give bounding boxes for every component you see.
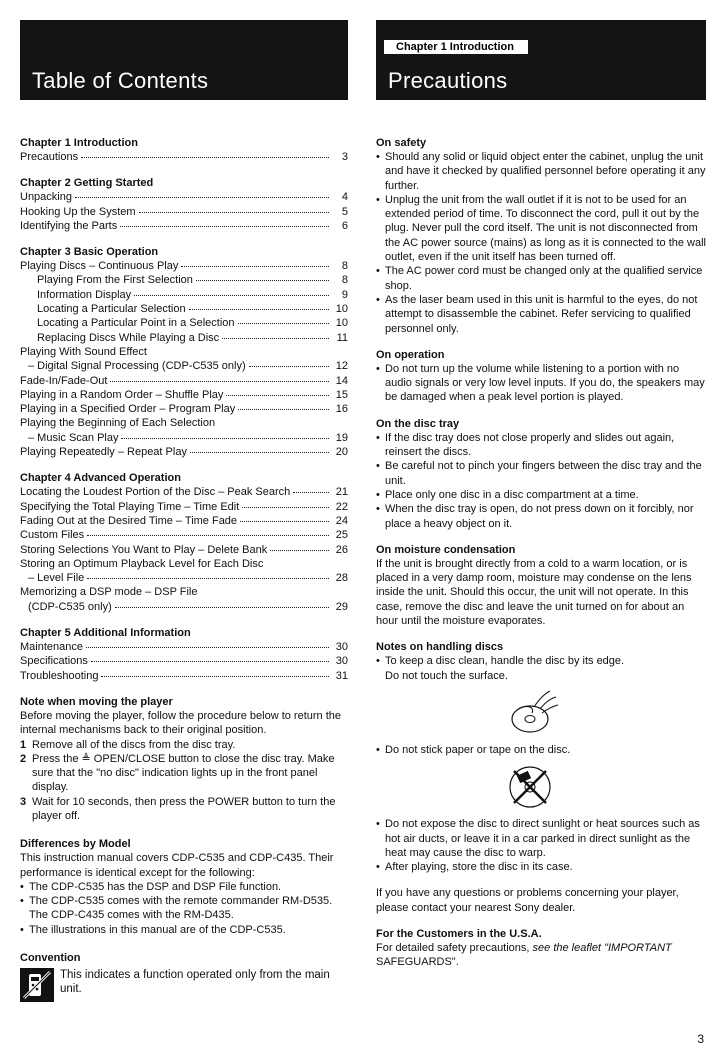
toc-entry-page: 24 bbox=[335, 514, 348, 527]
moving-note-heading: Note when moving the player bbox=[20, 695, 173, 708]
toc-chapter-heading: Chapter 5 Additional Information bbox=[20, 627, 191, 640]
toc-entry-label: Precautions bbox=[20, 151, 79, 163]
handling-bullet: • After playing, store the disc in its case. bbox=[376, 860, 706, 874]
toc-entry-label: Locating a Particular Point in a Selection bbox=[37, 317, 235, 330]
toc-entry bbox=[20, 150, 348, 164]
convention-text: This indicates a function operated only from the main unit. bbox=[60, 969, 330, 996]
toc-leader bbox=[121, 437, 329, 439]
differences-list bbox=[20, 880, 348, 937]
precaution-bullet: • Should any solid or liquid object enter the cabinet, unplug the unit and have it checked by qualified personnel before operating it any further. bbox=[376, 150, 706, 193]
precaution-heading: On moisture condensation bbox=[376, 543, 516, 556]
toc-entry bbox=[20, 669, 348, 683]
toc-entry-page: 26 bbox=[335, 543, 348, 556]
chapter-tag: Chapter 1 Introduction bbox=[384, 40, 528, 54]
handling-bullet-tape: • Do not stick paper or tape on the disc. bbox=[376, 743, 706, 757]
toc-entry-page: 10 bbox=[335, 303, 348, 316]
toc-leader bbox=[181, 265, 329, 267]
toc-entry bbox=[20, 302, 348, 316]
toc-banner bbox=[20, 20, 348, 100]
page-number: 3 bbox=[697, 1032, 704, 1046]
toc-entry-page: 25 bbox=[335, 529, 348, 542]
toc-entry bbox=[20, 445, 348, 459]
toc-entry bbox=[20, 331, 348, 345]
toc-leader bbox=[238, 408, 329, 410]
toc-entry bbox=[20, 374, 348, 388]
toc-chapter-heading: Chapter 2 Getting Started bbox=[20, 177, 154, 190]
toc-leader bbox=[240, 520, 329, 522]
toc-entry-label: Memorizing a DSP mode – DSP File bbox=[20, 586, 198, 599]
toc-entry-label: Playing With Sound Effect bbox=[20, 345, 147, 358]
toc-entry-label: Specifications bbox=[20, 655, 88, 668]
toc-entry-label: Playing the Beginning of Each Selection bbox=[20, 417, 216, 430]
toc-chapter-group bbox=[20, 245, 348, 459]
toc-leader bbox=[242, 506, 329, 508]
toc-entry bbox=[20, 600, 348, 614]
precaution-section bbox=[376, 348, 706, 405]
toc-entry bbox=[20, 500, 348, 514]
differences-bullet: • The CDP-C535 comes with the remote commander RM-D535. The CDP-C435 comes with the RM-D435. bbox=[20, 894, 348, 923]
toc-leader bbox=[293, 491, 329, 493]
differences-bullet: • The illustrations in this manual are of the CDP-C535. bbox=[20, 923, 348, 937]
toc-entry bbox=[20, 359, 348, 373]
toc-entry-page: 19 bbox=[335, 431, 348, 444]
toc-entry-label: Fade-In/Fade-Out bbox=[20, 374, 108, 387]
moving-steps bbox=[20, 738, 348, 824]
toc-entry-page: 29 bbox=[335, 600, 348, 613]
toc-entry bbox=[20, 585, 348, 599]
precaution-bullet: • As the laser beam used in this unit is harmful to the eyes, do not attempt to disassemble the cabinet. Refer servicing to qualified personnel only. bbox=[376, 293, 706, 336]
usa-heading: For the Customers in the U.S.A. bbox=[376, 927, 542, 940]
toc-entry bbox=[20, 190, 348, 204]
precaution-bullet: • Be careful not to pinch your fingers between the disc tray and the unit. bbox=[376, 459, 706, 488]
toc-entry-label: Troubleshooting bbox=[20, 669, 99, 682]
toc-leader bbox=[190, 451, 329, 453]
toc-entry-label: Custom Files bbox=[20, 529, 85, 542]
toc-entry-page: 30 bbox=[335, 655, 348, 668]
toc-entry-page: 3 bbox=[341, 151, 348, 163]
toc-entry-label: Storing an Optimum Playback Level for Each Disc bbox=[20, 557, 264, 570]
toc-entry-label: Identifying the Parts bbox=[20, 219, 118, 232]
toc-entry-label: Maintenance bbox=[20, 641, 83, 654]
table-of-contents bbox=[20, 136, 348, 683]
moving-step: 2 Press the ≜ OPEN/CLOSE button to close the disc tray. Make sure that the "no disc" indication lights up in the front panel display. bbox=[20, 752, 335, 794]
toc-entry-page: 6 bbox=[341, 219, 348, 232]
toc-entry bbox=[20, 431, 348, 445]
toc-entry-label: Playing From the First Selection bbox=[37, 274, 193, 287]
differences-section bbox=[20, 837, 348, 937]
precaution-bullet: • Place only one disc in a disc compartment at a time. bbox=[376, 488, 706, 502]
differences-heading: Differences by Model bbox=[20, 838, 131, 851]
toc-entry-page: 15 bbox=[335, 388, 348, 401]
toc-entry-label: – Level File bbox=[28, 572, 85, 585]
toc-entry-label: Locating the Loudest Portion of the Disc – Peak Search bbox=[20, 486, 291, 499]
precaution-section bbox=[376, 136, 706, 336]
no-tape-disc-icon bbox=[504, 761, 560, 811]
toc-entry bbox=[20, 557, 348, 571]
toc-leader bbox=[110, 380, 329, 382]
toc-entry bbox=[20, 219, 348, 233]
toc-leader bbox=[249, 365, 329, 367]
toc-entry bbox=[20, 288, 348, 302]
toc-chapter-group bbox=[20, 176, 348, 233]
toc-entry-label: – Music Scan Play bbox=[28, 431, 119, 444]
toc-entry-page: 14 bbox=[335, 374, 348, 387]
toc-leader bbox=[189, 308, 329, 310]
precaution-sections bbox=[376, 136, 706, 628]
toc-leader bbox=[222, 337, 329, 339]
toc-entry-page: 21 bbox=[335, 486, 348, 499]
toc-leader bbox=[81, 156, 329, 158]
precaution-heading: On operation bbox=[376, 348, 445, 361]
toc-entry-page: 8 bbox=[341, 274, 348, 287]
toc-entry-page: 4 bbox=[341, 191, 348, 204]
toc-entry-label: – Digital Signal Processing (CDP-C535 only) bbox=[28, 360, 246, 373]
toc-entry-page: 9 bbox=[341, 288, 348, 301]
toc-entry-page: 16 bbox=[335, 403, 348, 416]
toc-entry-page: 22 bbox=[335, 500, 348, 513]
usa-text: For detailed safety precautions, see the leaflet "IMPORTANT SAFEGUARDS". bbox=[376, 941, 672, 969]
toc-entry-label: Replacing Discs While Playing a Disc bbox=[37, 331, 220, 344]
differences-intro: This instruction manual covers CDP-C535 and CDP-C435. Their performance is identical except for the following: bbox=[20, 852, 334, 879]
toc-title: Table of Contents bbox=[32, 68, 209, 93]
convention-section bbox=[20, 951, 348, 1002]
precaution-section bbox=[376, 417, 706, 531]
toc-entry bbox=[20, 273, 348, 287]
toc-entry bbox=[20, 205, 348, 219]
toc-chapter-heading: Chapter 1 Introduction bbox=[20, 137, 138, 149]
toc-leader bbox=[91, 660, 329, 662]
toc-entry-label: Locating a Particular Selection bbox=[37, 303, 186, 316]
toc-chapter-heading: Chapter 3 Basic Operation bbox=[20, 246, 159, 259]
moving-note-intro: Before moving the player, follow the procedure below to return the internal mechanisms back to their original position. bbox=[20, 709, 342, 737]
handling-heading: Notes on handling discs bbox=[376, 641, 504, 654]
toc-leader bbox=[134, 294, 329, 296]
toc-entry-label: Information Display bbox=[37, 288, 132, 301]
toc-entry-label: (CDP-C535 only) bbox=[28, 600, 112, 613]
main-unit-only-icon bbox=[20, 968, 54, 1002]
convention-heading: Convention bbox=[20, 952, 81, 965]
precaution-heading: On safety bbox=[376, 137, 427, 149]
toc-leader bbox=[139, 211, 329, 213]
moving-note bbox=[20, 695, 348, 823]
toc-entry-page: 30 bbox=[335, 641, 348, 654]
toc-entry bbox=[20, 388, 348, 402]
toc-leader bbox=[75, 196, 329, 198]
precaution-paragraph: If the unit is brought directly from a cold to a warm location, or is placed in a very damp room, moisture may condense on the lens inside the unit. Should this occur, the unit will not operate. In this case, remove the disc and leave the unit turned on for about an hour until the moisture evaporates. bbox=[376, 557, 692, 628]
toc-entry-label: Playing Repeatedly – Repeat Play bbox=[20, 446, 187, 459]
toc-leader bbox=[120, 225, 329, 227]
right-page bbox=[376, 0, 706, 970]
toc-entry-page: 20 bbox=[335, 446, 348, 459]
handling-bullet-edge-cont: Do not touch the surface. bbox=[385, 669, 508, 682]
toc-entry bbox=[20, 259, 348, 273]
toc-leader bbox=[226, 394, 329, 396]
toc-entry-page: 5 bbox=[341, 205, 348, 218]
hand-holding-disc-icon bbox=[504, 687, 560, 737]
toc-chapter-group bbox=[20, 136, 348, 164]
toc-leader bbox=[270, 549, 329, 551]
precaution-bullet: • Unplug the unit from the wall outlet if it is not to be used for an extended period of time. To disconnect the cord, pull it out by the plug. Never pull the cord itself. The unit is not disconnected from the AC power source (mains) as long as it is connected to the wall outlet, even if the unit itself has been turned off. bbox=[376, 193, 706, 264]
precaution-bullet: • If the disc tray does not close properly and slides out again, reinsert the discs. bbox=[376, 431, 706, 460]
toc-entry-page: 31 bbox=[335, 669, 348, 682]
handling-bullets-more bbox=[376, 817, 706, 874]
toc-leader bbox=[196, 279, 329, 281]
toc-entry-label: Storing Selections You Want to Play – Delete Bank bbox=[20, 543, 268, 556]
handling-bullet-edge: • To keep a disc clean, handle the disc by its edge. Do not touch the surface. bbox=[376, 654, 706, 683]
toc-entry bbox=[20, 345, 348, 359]
handling-bullet: • Do not expose the disc to direct sunlight or heat sources such as hot air ducts, or leave it in a car parked in direct sunlight as the heat may cause the disc to warp. bbox=[376, 817, 706, 860]
left-page bbox=[20, 0, 348, 1002]
toc-entry-page: 28 bbox=[335, 572, 348, 585]
toc-entry bbox=[20, 571, 348, 585]
toc-entry-label: Fading Out at the Desired Time – Time Fade bbox=[20, 514, 238, 527]
toc-entry bbox=[20, 316, 348, 330]
toc-entry-label: Playing in a Specified Order – Program Play bbox=[20, 403, 236, 416]
precaution-heading: On the disc tray bbox=[376, 417, 460, 430]
toc-entry-label: Unpacking bbox=[20, 191, 72, 204]
toc-entry bbox=[20, 485, 348, 499]
toc-leader bbox=[86, 646, 329, 648]
questions-text: If you have any questions or problems concerning your player, please contact your nearest Sony dealer. bbox=[376, 887, 679, 914]
differences-bullet: • The CDP-C535 has the DSP and DSP File function. bbox=[20, 880, 348, 894]
moving-step: 1 Remove all of the discs from the disc tray. bbox=[20, 738, 236, 751]
moving-step: 3 Wait for 10 seconds, then press the POWER button to turn the player off. bbox=[20, 795, 336, 822]
precautions-banner bbox=[376, 20, 706, 100]
toc-entry-label: Hooking Up the System bbox=[20, 205, 136, 218]
toc-leader bbox=[101, 675, 329, 677]
toc-entry-page: 11 bbox=[336, 331, 348, 344]
toc-entry-page: 12 bbox=[335, 360, 348, 373]
precaution-section bbox=[376, 543, 706, 628]
toc-entry-page: 10 bbox=[335, 317, 348, 330]
toc-chapter-group bbox=[20, 471, 348, 614]
toc-chapter-heading: Chapter 4 Advanced Operation bbox=[20, 472, 181, 485]
toc-chapter-group bbox=[20, 626, 348, 683]
handling-section bbox=[376, 640, 706, 874]
usa-section bbox=[376, 927, 706, 970]
toc-entry-page: 8 bbox=[341, 260, 348, 273]
toc-entry bbox=[20, 543, 348, 557]
toc-leader bbox=[87, 577, 329, 579]
precaution-bullet: • When the disc tray is open, do not press down on it forcibly, nor place a heavy object on it. bbox=[376, 502, 706, 531]
toc-entry-label: Playing in a Random Order – Shuffle Play bbox=[20, 388, 224, 401]
toc-leader bbox=[87, 534, 329, 536]
precautions-title: Precautions bbox=[388, 68, 508, 93]
toc-entry bbox=[20, 654, 348, 668]
toc-entry-label: Playing Discs – Continuous Play bbox=[20, 260, 179, 273]
toc-entry bbox=[20, 416, 348, 430]
toc-leader bbox=[115, 606, 329, 608]
toc-entry bbox=[20, 640, 348, 654]
toc-entry bbox=[20, 402, 348, 416]
precaution-bullet: • The AC power cord must be changed only at the qualified service shop. bbox=[376, 264, 706, 293]
toc-entry bbox=[20, 514, 348, 528]
toc-leader bbox=[238, 322, 329, 324]
toc-entry bbox=[20, 528, 348, 542]
precaution-bullet: • Do not turn up the volume while listening to a portion with no audio signals or very low level inputs. If you do, the speakers may be damaged when a peak level portion is played. bbox=[376, 362, 706, 405]
toc-entry-label: Specifying the Total Playing Time – Time Edit bbox=[20, 500, 240, 513]
